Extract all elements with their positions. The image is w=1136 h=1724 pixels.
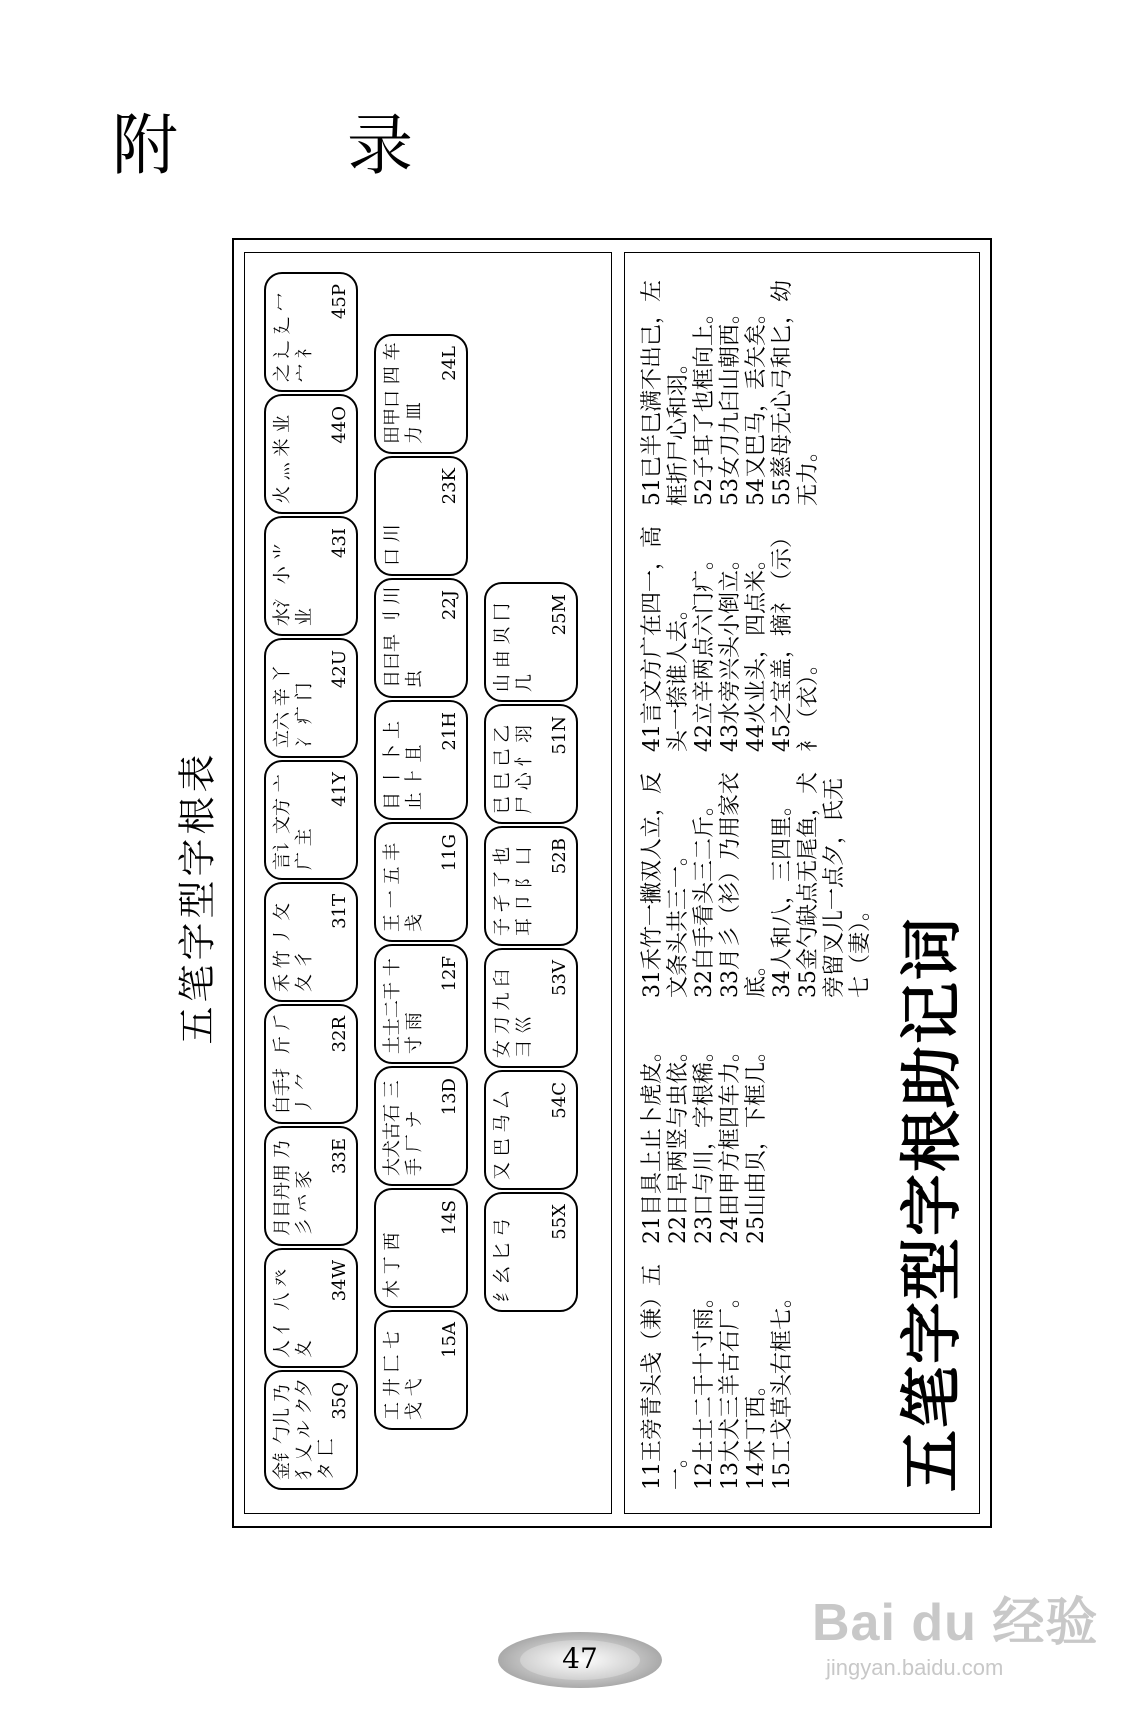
watermark-url: jingyan.baidu.com	[826, 1655, 1004, 1680]
key-roots: 又 巴 马 厶	[492, 1090, 513, 1180]
key-code: 42U	[329, 650, 350, 689]
key-q	[264, 1370, 358, 1490]
key-j	[374, 578, 468, 698]
key-roots: 田甲口 四 车 力 皿	[382, 342, 425, 444]
key-y	[264, 760, 358, 880]
key-code: 13D	[439, 1078, 460, 1116]
mnemonic-line: 54又巴马，丢矢矣。	[744, 302, 769, 506]
key-code: 32R	[329, 1016, 350, 1053]
key-roots: 火 灬 米 业	[272, 414, 293, 504]
page-number: 47	[562, 1642, 598, 1675]
key-roots: 言讠文方 亠 广 主	[272, 774, 315, 870]
key-t	[264, 882, 358, 1002]
key-code: 14S	[439, 1200, 460, 1236]
key-r	[264, 1004, 358, 1124]
key-code: 12F	[439, 956, 460, 992]
key-g	[374, 822, 468, 942]
mnemonic-line: 35金勺缺点无尾鱼，犬旁留叉儿一点夕，氏无七（妻）。	[796, 772, 873, 998]
key-roots: 已 巳 己 乙 尸 心 忄 羽	[492, 724, 535, 814]
key-roots: 木 丁 西	[382, 1232, 403, 1298]
key-roots: 日曰早 刂 川 虫	[382, 586, 425, 688]
key-roots: 禾 竹 丿 攵 夂 彳	[272, 902, 315, 992]
key-roots: 山 由 贝 冂 几	[492, 602, 535, 692]
key-d	[374, 1066, 468, 1186]
mnemonic-line: 12土士二干十寸雨。	[692, 1286, 717, 1490]
key-code: 34W	[329, 1260, 350, 1302]
key-code: 15A	[439, 1322, 460, 1358]
watermark-brand: Bai du 经验	[812, 1594, 1099, 1652]
key-h	[374, 700, 468, 820]
mnemonic-column-2	[640, 1008, 770, 1244]
key-m	[484, 582, 578, 702]
mnemonic-line: 55慈母无心弓和匕，幼无力。	[770, 280, 821, 506]
page-number-badge	[498, 1632, 662, 1688]
key-code: 43I	[329, 528, 350, 559]
mnemonic-heading: 五笔字型字根助记词	[895, 915, 968, 1492]
key-code: 44O	[329, 406, 350, 444]
page-title: 附 录	[112, 107, 487, 184]
key-i	[264, 516, 358, 636]
mnemonic-line: 22日早两竖与虫依。	[666, 1040, 691, 1244]
key-roots: 土士二干 十 寸 雨	[382, 958, 425, 1054]
mnemonic-line: 41言文方广在四一，高头一捺谁人去。	[640, 526, 691, 752]
key-roots: 之 辶 廴 冖 宀 礻	[272, 292, 315, 382]
mnemonic-line: 53女刀九臼山朝西。	[718, 302, 743, 506]
mnemonic-line: 23口与川，字根稀。	[692, 1040, 717, 1244]
key-code: 25M	[549, 594, 570, 636]
key-s	[374, 1188, 468, 1308]
key-code: 55X	[549, 1204, 570, 1240]
mnemonic-line: 52子耳了也框向上。	[692, 302, 717, 506]
key-roots: 女 刀 九 臼 彐 巛	[492, 968, 535, 1058]
key-code: 11G	[439, 834, 460, 872]
table-subtitle: 五笔字型字根表	[175, 750, 220, 1045]
key-a	[374, 1310, 468, 1430]
keyboard-layout	[250, 260, 600, 1500]
mnemonic-line: 34人和八，三四里。	[770, 794, 795, 998]
key-roots: 月目丹用 乃 彡 ⺤ 豕	[272, 1140, 315, 1236]
key-x	[484, 1192, 578, 1312]
key-roots: 口 川	[382, 524, 403, 566]
key-k	[374, 456, 468, 576]
key-code: 41Y	[329, 772, 350, 807]
key-code: 22J	[439, 590, 460, 621]
mnemonic-line: 24田甲方框四车力。	[718, 1040, 743, 1244]
key-roots: 子 孑 了 也 耳 卩 阝 凵	[492, 846, 535, 936]
key-roots: 白手扌 斤 ⺁ 丿 ⺈	[272, 1012, 315, 1114]
key-code: 24L	[439, 346, 460, 381]
key-roots: 王 一 五 丰 戋	[382, 842, 425, 932]
mnemonic-line: 13大犬三羊古石厂。	[718, 1286, 743, 1490]
key-b	[484, 826, 578, 946]
mnemonic-line: 21目具上止卜虎皮。	[640, 1040, 665, 1244]
mnemonic-line: 11王旁青头戋（兼）五一。	[640, 1264, 691, 1490]
key-n	[484, 704, 578, 824]
mnemonic-line: 14木丁西。	[744, 1374, 769, 1490]
mnemonic-line: 15工戈草头右框七。	[770, 1286, 795, 1490]
key-e	[264, 1126, 358, 1246]
mnemonic-column-5	[640, 270, 822, 506]
mnemonic-column-4	[640, 516, 822, 752]
mnemonic-line: 25山由贝，下框几。	[744, 1040, 769, 1244]
key-roots: 大犬古石 三 手 厂 ナ	[382, 1080, 425, 1176]
key-code: 35Q	[329, 1382, 350, 1420]
key-p	[264, 272, 358, 392]
key-roots: 立六 辛 丫 冫 疒 门	[272, 664, 315, 748]
mnemonic-line: 43水旁兴头小倒立。	[718, 548, 743, 752]
mnemonic-line: 33月彡（衫）乃用家衣底。	[718, 772, 769, 998]
key-c	[484, 1070, 578, 1190]
mnemonic-line: 31禾竹一撇双人立，反文条头共三一。	[640, 772, 691, 998]
key-roots: 人 亻 八 癶 夊	[272, 1268, 315, 1358]
key-code: 53V	[549, 960, 570, 996]
key-code: 21H	[439, 712, 460, 751]
key-w	[264, 1248, 358, 1368]
mnemonic-column-1	[640, 1254, 796, 1490]
key-code: 51N	[549, 716, 570, 755]
mnemonic-line: 32白手看头三二斤。	[692, 794, 717, 998]
key-code: 54C	[549, 1082, 570, 1119]
key-v	[484, 948, 578, 1068]
key-roots: 纟幺 匕 弓	[492, 1218, 513, 1302]
key-code: 33E	[329, 1138, 350, 1175]
key-u	[264, 638, 358, 758]
watermark	[812, 1580, 1112, 1690]
key-o	[264, 394, 358, 514]
key-f	[374, 944, 468, 1064]
key-code: 31T	[329, 894, 350, 929]
mnemonic-line: 44火业头，四点米。	[744, 548, 769, 752]
mnemonic-line: 51已半巳满不出己，左框折尸心和羽。	[640, 280, 691, 506]
key-roots: 水氵 小 ⺌ 业	[272, 542, 315, 626]
key-l	[374, 334, 468, 454]
mnemonic-line: 45之宝盖，摘礻（示）衤（衣）。	[770, 526, 821, 752]
mnemonic-line: 42立辛两点六门疒。	[692, 548, 717, 752]
key-roots: 目 丨 卜 上止 ⺊ 且	[382, 720, 425, 810]
subtitle-container	[150, 720, 230, 1060]
mnemonic-text	[632, 260, 972, 1500]
key-roots: 工 廾 匚 七 戈 弋	[382, 1330, 425, 1420]
mnemonic-column-3	[640, 762, 874, 998]
key-code: 45P	[329, 284, 350, 320]
key-code: 23K	[439, 468, 460, 505]
key-roots: 金钅勹儿 乃犭乂 ル ク夕タ 匚	[272, 1378, 337, 1480]
key-code: 52B	[549, 838, 570, 875]
